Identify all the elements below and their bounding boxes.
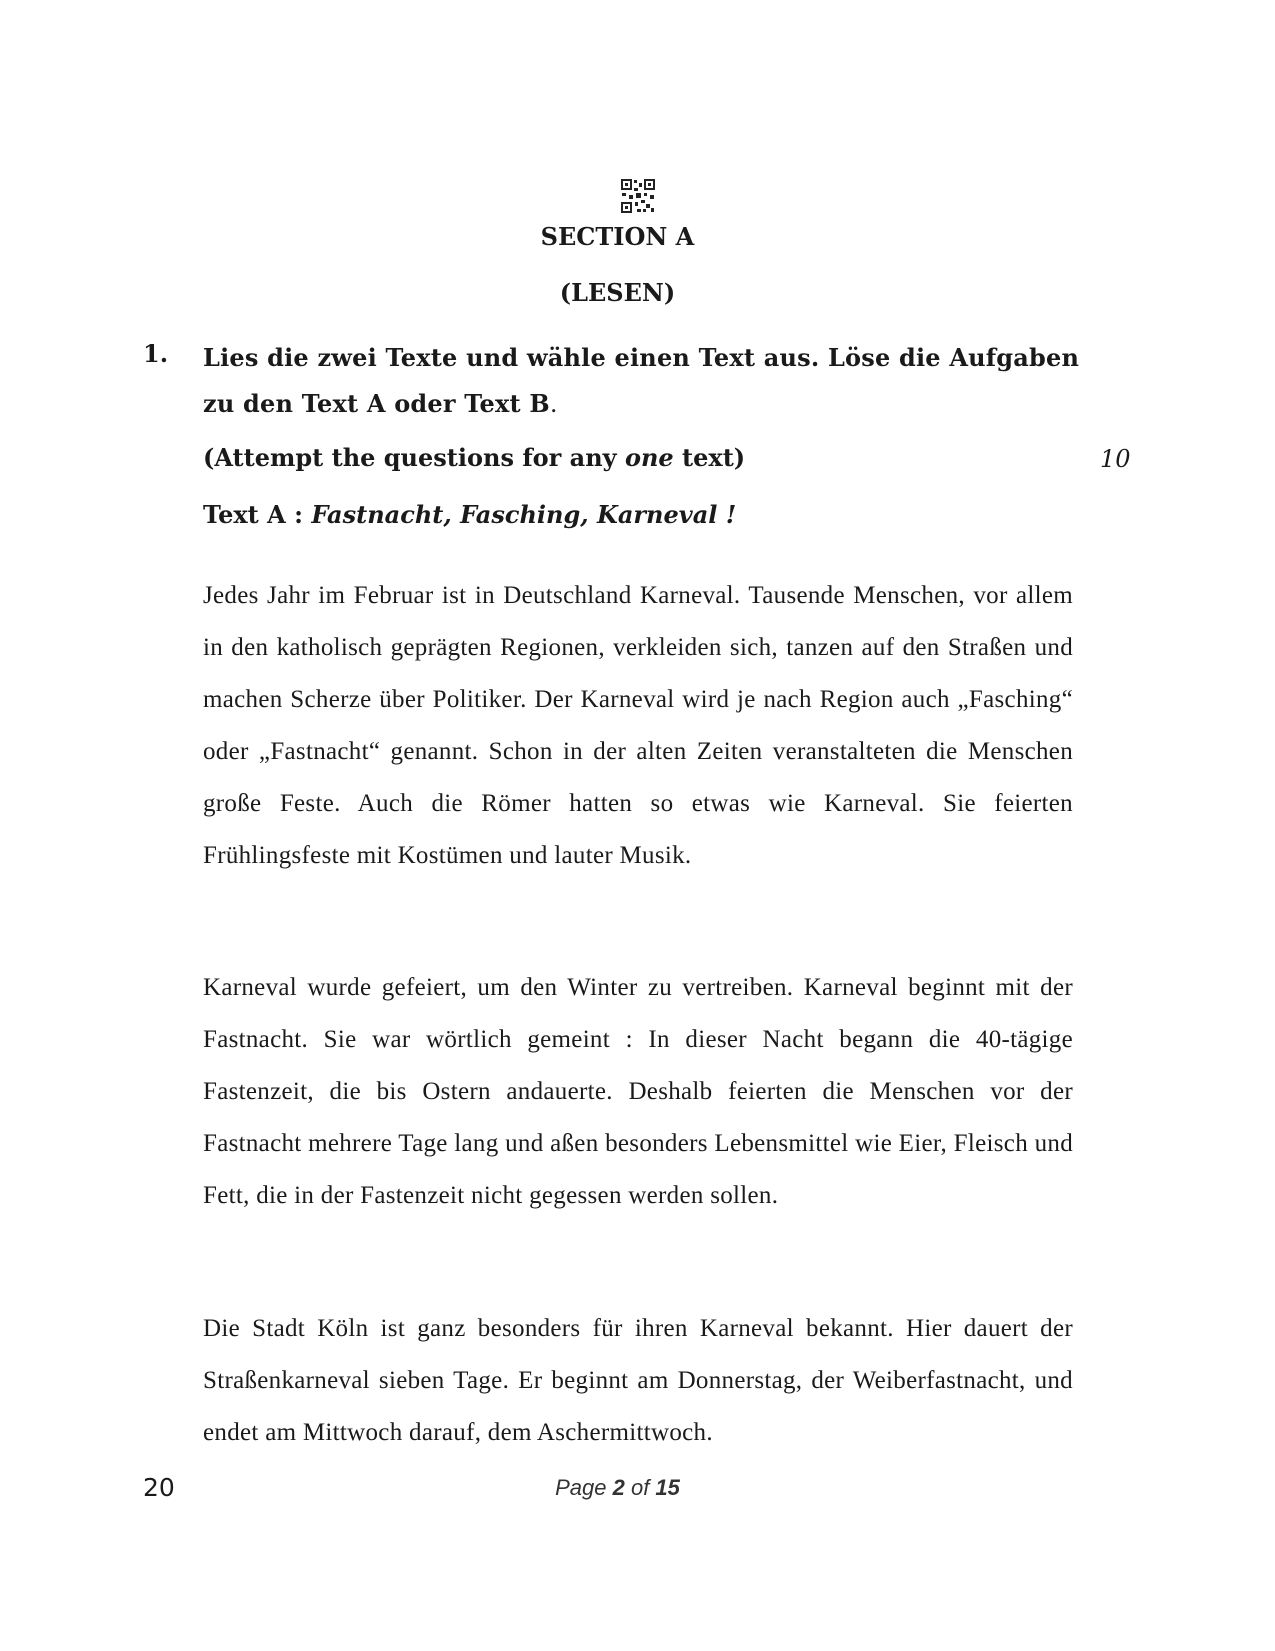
text-a-title: Fastnacht, Fasching, Karneval ! bbox=[311, 500, 737, 529]
page-indicator bbox=[0, 1475, 1235, 1501]
question-instruction-end: . bbox=[549, 390, 558, 418]
question-instruction-text: Lies die zwei Texte und wähle einen Text aus. Löse die Aufgaben zu den Text A oder Text B bbox=[203, 343, 1080, 418]
question-number: 1. bbox=[143, 339, 169, 368]
text-a-heading bbox=[203, 500, 736, 529]
question-marks: 10 bbox=[1100, 445, 1131, 473]
paper-code: 20 bbox=[143, 1473, 175, 1502]
attempt-emphasis: one bbox=[624, 443, 674, 472]
text-a-paragraph-2: Karneval wurde gefeiert, um den Winter zu vertreiben. Karneval beginnt mit der Fastnacht. Sie war wörtlich gemeint : In dieser Nacht begann die 40-tägige Fastenzeit, die bis Ostern andauerte. Deshalb feierten die Menschen vor der Fastnacht mehrere Tage lang und aßen besonders Lebensmittel wie Eier, Fleisch und Fett, die in der Fastenzeit nicht gegessen werden sollen. bbox=[203, 974, 1073, 1209]
page-total: 15 bbox=[655, 1475, 680, 1500]
question-instruction bbox=[203, 335, 1083, 427]
page-prefix: Page bbox=[555, 1475, 613, 1500]
text-a-paragraph-3: Die Stadt Köln ist ganz besonders für ihren Karneval bekannt. Hier dauert der Straßenkarneval sieben Tage. Er beginnt am Donnerstag, der Weiberfastnacht, und endet am Mittwoch darauf, dem Aschermittwoch. bbox=[203, 1315, 1073, 1446]
text-a-label: Text A : bbox=[203, 500, 312, 529]
qr-code-icon bbox=[620, 178, 656, 214]
section-heading: SECTION A bbox=[540, 222, 695, 251]
page-of: of bbox=[624, 1475, 656, 1500]
text-a-paragraph-1: Jedes Jahr im Februar ist in Deutschland Karneval. Tausende Menschen, vor allem in den katholisch geprägten Regionen, verkleiden sich, tanzen auf den Straßen und machen Scherze über Politiker. Der Karneval wird je nach Region auch „Fasching“ oder „Fastnacht“ genannt. Schon in der alten Zeiten veranstalteten die Menschen große Feste. Auch die Römer hatten so etwas wie Karneval. Sie feierten Frühlingsfeste mit Kostümen und lauter Musik. bbox=[203, 582, 1073, 869]
attempt-instruction bbox=[203, 443, 745, 472]
attempt-prefix: (Attempt the questions for any bbox=[203, 443, 625, 472]
attempt-suffix: text) bbox=[673, 443, 746, 472]
page-current: 2 bbox=[612, 1475, 625, 1500]
section-subheading: (LESEN) bbox=[559, 278, 676, 307]
